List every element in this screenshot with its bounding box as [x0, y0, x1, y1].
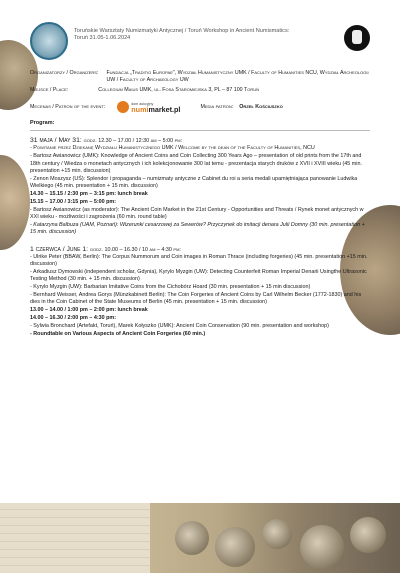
logo-small-text: dom aukcyjny: [131, 102, 154, 107]
program-item: 14.00 – 16.30 / 2:00 pm – 4:30 pm:: [30, 315, 117, 322]
organizers-text: Fundacja „Traditio Europae”, Wydział Humanistyczny UMK / Faculty of Humanities NCU, Wydział Archeologii UW / Faculty of Archaeology UW: [106, 70, 369, 83]
coin-image: [175, 521, 209, 555]
patron-label: Mecenas / Patron of the event:: [30, 104, 106, 111]
program-item: - Ulrike Peter (BBAW, Berlin): The Corpus Nummorum and Coin images in Roman Thrace (including forgeries) (45 min. presentation +15 min. discussion): [30, 253, 368, 267]
day1-hours: godz. 12.30 – 17.00 / 12:30 am – 5:00 pm:: [83, 138, 183, 145]
program-item: - Sylwia Bronchard (Artefakt, Toruń), Marek Kołyszko (UMK): Ancient Coin Conservation (90 min. presentation and workshop): [30, 323, 329, 330]
program-item: 15.15 – 17.00 / 3:15 pm – 5:00 pm:: [30, 199, 117, 206]
coin-image: [300, 525, 344, 569]
logo-big-text: numimarket.pl: [131, 105, 181, 115]
header-text: [74, 22, 338, 42]
coin-image-left-middle: [0, 155, 30, 250]
bottom-photo-strip: [0, 503, 400, 573]
poster-content: [30, 22, 370, 339]
patron-row: [30, 101, 370, 113]
place-label: Miejsce / Place:: [30, 86, 69, 93]
place-row: [30, 87, 370, 94]
header: [30, 22, 370, 60]
program-item: 14.30 – 15.15 / 2:30 pm – 3:15 pm: lunch break: [30, 190, 148, 197]
numimarket-logo: [117, 101, 180, 113]
program-item: 13.00 – 14.00 / 1:00 pm – 2:00 pm: lunch break: [30, 307, 148, 314]
program-item: - Powitanie przez Dziekanę Wydziału Humanistycznego UMK / Welcome by the dean of the Faculty of Humanities, NCU: [30, 145, 315, 152]
university-seal-icon: [30, 22, 68, 60]
coin-image: [215, 527, 255, 567]
organizers-label: Organizatorzy / Organizers:: [30, 70, 99, 76]
program-item: - Bartosz Awianowicz (UMK): Knowledge of Ancient Coins and Coin Collecting 300 Years Ago – presentation of old prints from the 17th and 18th century / Wiedza o monetach antycznych i ich kolekcjonowanie 300 lat temu - prezentacja starych druków z XVII i XVIII wieku (45 min. presentation +15 min. discussion): [30, 153, 362, 174]
coin-image: [262, 519, 292, 549]
day1-date: 31 maja / May 31:: [30, 137, 82, 145]
divider: [30, 130, 370, 131]
program-item: - Kyrylo Myzgin (UW): Barbarian Imitative Coins from the Cichobórz Hoard (30 min. presentation + 15 min discussion): [30, 283, 311, 290]
workshop-dates: Toruń 31.05-1.06.2024: [74, 35, 131, 42]
numimarket-mark-icon: [117, 101, 129, 113]
place-text: Collegium Maius UMK, ul. Fosa Staromiejska 3, PL – 87 100 Toruń: [98, 86, 259, 93]
coin-image: [350, 517, 386, 553]
program-item: - Zenon Moszysz (UŚ): Splendor i propaganda – numizmaty antyczne z Cabinet du roi a seria medali upamiętniająca panowanie Ludwika Wielkiego (45 min. presentation + 15 min. discussion): [30, 175, 358, 189]
media-patron-name: Orzeł Kościuszko: [239, 104, 283, 111]
program-item: - Bartosz Awianowicz (as moderator): The Ancient Coin Market in the 21st Century - Opportunities and Threats / Rynek monet antycznych w XXI wieku - możliwości i zagrożenia (60 min. round table): [30, 207, 364, 221]
day2-date: 1 czerwca / June 1:: [30, 245, 89, 253]
old-print-image: [0, 503, 150, 573]
organizers-row: [30, 70, 370, 84]
day2-heading: [30, 246, 370, 253]
program-item: - Arkadiusz Dymowski (independent scholar, Gdynia), Kyrylo Myzgin (UW): Detecting Counterfeit Roman Imperial Denarii Usingthe Ultrasonic Testing Method (30 min. + 15 min. discussion): [30, 268, 367, 282]
day2-hours: godz. 10.00 – 16.30 / 10 am – 4:30 pm:: [89, 246, 181, 253]
program-item: - Roundtable on Various Aspects of Ancient Coin Forgeries (60 min.): [30, 331, 206, 338]
media-patron-label: Media patron:: [200, 104, 234, 111]
workshop-logo-icon: [344, 25, 370, 51]
day1-heading: [30, 137, 370, 144]
program-item: - Bernhard Weisser, Andrea Gorys (Münzkabinett Berlin): The Coin Forgeries of Ancient Coins by Carl Wilhelm Becker (1772-1830) and his dies in the Coin Cabinet of the State Museums of Berlin (45 min. presentation + 15 min. discussion): [30, 291, 362, 306]
workshop-title: Toruńskie Warsztaty Numizmatyki Antycznej / Toruń Workshop in Ancient Numismatics:: [74, 28, 290, 34]
program-heading: Program:: [30, 120, 55, 127]
program-item: - Katarzyna Balbuza (UAM, Poznań): Wizerunki cesarzowej za Sewerów? Przyczynek do imitacji denara Julii Domny (30 min. presentation + 15 min. discussion): [30, 222, 365, 236]
